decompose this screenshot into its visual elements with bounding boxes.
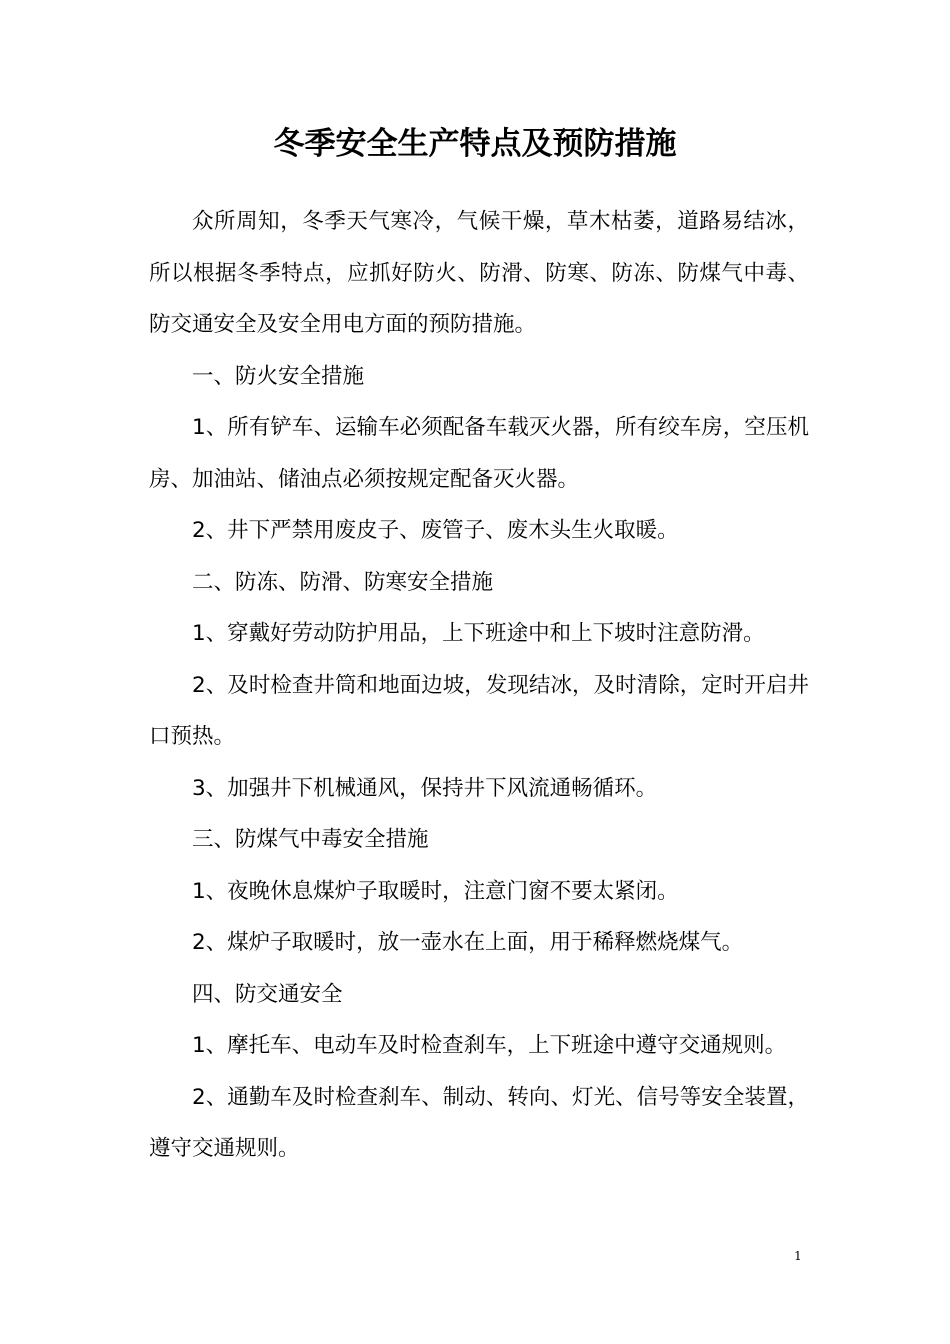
traffic-item-2: 2、通勤车及时检查刹车、制动、转向、灯光、信号等安全装置，遵守交通规则。 <box>149 1084 809 1161</box>
freeze-item-3: 3、加强井下机械通风，保持井下风流通畅循环。 <box>192 775 658 801</box>
document-title: 冬季安全生产特点及预防措施 <box>273 126 677 162</box>
fire-item-2: 2、井下严禁用废皮子、废管子、废木头生火取暖。 <box>192 518 679 543</box>
traffic-item-1: 1、摩托车、电动车及时检查刹车，上下班途中遵守交通规则。 <box>192 1033 787 1058</box>
section-heading-freeze-slip-cold: 二、防冻、防滑、防寒安全措施 <box>192 569 494 595</box>
gas-item-2: 2、煤炉子取暖时，放一壶水在上面，用于稀释燃烧煤气。 <box>192 930 744 955</box>
intro-paragraph: 众所周知，冬季天气寒冷，气候干燥，草木枯萎，道路易结冰，所以根据冬季特点，应抓好防火、防滑、防寒、防冻、防煤气中毒、防交通安全及安全用电方面的预防措施。 <box>149 209 809 337</box>
document-body <box>149 196 809 1175</box>
section-heading-traffic: 四、防交通安全 <box>192 981 343 1007</box>
section-heading-gas-poisoning: 三、防煤气中毒安全措施 <box>192 827 429 852</box>
fire-item-1: 1、所有铲车、运输车必须配备车载灭火器，所有绞车房，空压机房、加油站、储油点必须按规定配备灭火器。 <box>149 415 809 492</box>
freeze-item-2: 2、及时检查井筒和地面边坡，发现结冰，及时清除，定时开启井口预热。 <box>149 672 809 749</box>
freeze-item-1: 1、穿戴好劳动防护用品，上下班途中和上下坡时注意防滑。 <box>192 621 765 646</box>
page-number: 1 <box>794 1249 802 1263</box>
section-heading-fire: 一、防火安全措施 <box>192 363 365 389</box>
gas-item-1: 1、夜晚休息煤炉子取暖时，注意门窗不要太紧闭。 <box>192 878 679 904</box>
